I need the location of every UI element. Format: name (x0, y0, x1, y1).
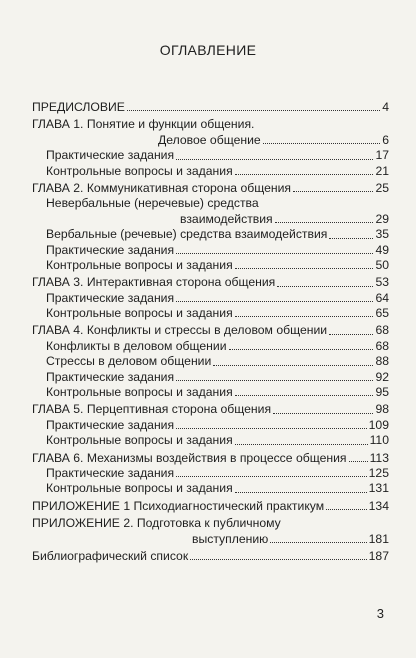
toc-entry (32, 323, 389, 338)
toc-entry-label: ГЛАВА 2. Коммуникативная сторона общения (32, 180, 292, 195)
leader-dots (326, 508, 367, 510)
toc-entry (32, 418, 389, 433)
toc-entry-page: 134 (368, 498, 389, 513)
leader-dots (235, 394, 374, 396)
leader-dots (273, 412, 373, 414)
toc-entry (32, 481, 389, 496)
toc-entry-label: Невербальные (неречевые) средства (46, 196, 259, 211)
toc-entry-label: Контрольные вопросы и задания (46, 306, 233, 321)
leader-dots (176, 252, 373, 254)
toc-entry-label: ГЛАВА 4. Конфликты и стрессы в деловом общении (32, 323, 328, 338)
toc-entry-label: Практические задания (46, 148, 175, 163)
toc-entry-page: 125 (368, 465, 389, 480)
toc-entry-page: 49 (375, 242, 389, 257)
page-number: 3 (376, 606, 384, 621)
leader-dots (176, 475, 367, 477)
toc-entry-page: 21 (375, 163, 389, 178)
toc-entry-label: Практические задания (46, 242, 175, 257)
toc-entry (32, 354, 389, 369)
toc-entry-page: 6 (382, 132, 389, 147)
toc-entry-page: 50 (375, 257, 389, 272)
toc-entry-page: 113 (369, 450, 389, 465)
toc-entry-label: ГЛАВА 1. Понятие и функции общения. (32, 117, 255, 132)
toc-entry-label: ГЛАВА 3. Интерактивная сторона общения (32, 275, 276, 290)
toc-entry-page: 53 (375, 275, 389, 290)
toc-entry-label: Контрольные вопросы и задания (46, 481, 233, 496)
toc-entry-label: Библиографический список (32, 548, 189, 563)
toc-entry-page: 25 (375, 180, 389, 195)
leader-dots (349, 460, 368, 462)
leader-dots (176, 379, 373, 381)
toc-entry (32, 499, 389, 514)
toc-entry-label: Контрольные вопросы и задания (46, 257, 233, 272)
leader-dots (176, 300, 373, 302)
toc-entry-label: Практические задания (46, 417, 175, 432)
leader-dots (176, 427, 367, 429)
toc-entry-page: 181 (368, 531, 389, 546)
toc-entry (32, 148, 389, 163)
toc-entry-page: 98 (375, 402, 389, 417)
toc-entry (32, 370, 389, 385)
toc-entry-label: ГЛАВА 6. Механизмы воздействия в процессе общения (32, 450, 347, 465)
toc-entry-label: Вербальные (речевые) средства взаимодействия (46, 227, 328, 242)
toc-entry-label: выступлению (192, 531, 269, 546)
toc-entry-page: 64 (375, 290, 389, 305)
toc-entry-page: 65 (375, 306, 389, 321)
leader-dots (235, 315, 374, 317)
leader-dots (127, 109, 380, 111)
toc-entry-page: 35 (375, 227, 389, 242)
toc-entry (32, 402, 389, 417)
toc-entry (32, 181, 389, 196)
toc-entry-page: 187 (368, 548, 389, 563)
toc-entry-label: Практические задания (46, 290, 175, 305)
toc-entry-label: ПРЕДИСЛОВИЕ (32, 99, 125, 114)
toc-entry-label: взаимодействия (180, 211, 273, 226)
toc-entry (32, 532, 389, 547)
leader-dots (275, 221, 374, 223)
toc-entry-page: 68 (375, 338, 389, 353)
leader-dots (293, 190, 373, 192)
toc-entry (32, 275, 389, 290)
toc-entry (32, 433, 389, 448)
leader-dots (235, 267, 374, 269)
toc-entry-label: Стрессы в деловом общении (46, 354, 212, 369)
page-title: ОГЛАВЛЕНИЕ (159, 42, 257, 58)
leader-dots (190, 558, 366, 560)
toc-entry-page: 68 (375, 323, 389, 338)
leader-dots (229, 348, 374, 350)
toc-entry (32, 100, 389, 115)
toc-entry (32, 549, 389, 564)
leader-dots (176, 158, 373, 160)
toc-entry-label: Контрольные вопросы и задания (46, 385, 233, 400)
toc-entry-page: 110 (369, 433, 389, 448)
toc-entry (32, 339, 389, 354)
toc-entry-label: Контрольные вопросы и задания (46, 163, 233, 178)
toc-entry (32, 466, 389, 481)
toc-entry (32, 291, 389, 306)
toc-entry (32, 212, 389, 227)
toc-entry-label: Практические задания (46, 369, 175, 384)
toc-entry-page: 95 (375, 385, 389, 400)
leader-dots (329, 237, 373, 239)
leader-dots (329, 333, 373, 335)
leader-dots (270, 541, 366, 543)
toc-entry-page: 92 (375, 369, 389, 384)
toc-entry-page: 29 (375, 211, 389, 226)
toc-entry-label: ПРИЛОЖЕНИЕ 2. Подготовка к публичному (32, 516, 281, 531)
toc-entry (32, 258, 389, 273)
toc-entry-page: 131 (368, 481, 389, 496)
leader-dots (213, 364, 373, 366)
leader-dots (235, 173, 374, 175)
leader-dots (235, 443, 368, 445)
toc-entry-page: 4 (382, 99, 389, 114)
toc-entry-label: Контрольные вопросы и задания (46, 433, 233, 448)
toc-entry-label: Практические задания (46, 465, 175, 480)
toc-entry-label: Конфликты в деловом общении (46, 338, 227, 353)
toc-entry (32, 227, 389, 242)
leader-dots (263, 142, 381, 144)
toc-entry (32, 451, 389, 466)
toc-entry-page: 109 (368, 417, 389, 432)
toc-entry (32, 164, 389, 179)
toc-entry-label: ПРИЛОЖЕНИЕ 1 Психодиагностический практикум (32, 498, 325, 513)
toc-entry-page: 88 (375, 354, 389, 369)
toc-entry-label: ГЛАВА 5. Перцептивная сторона общения (32, 402, 272, 417)
toc-entry-label: Деловое общение (158, 132, 261, 147)
toc-entry (32, 306, 389, 321)
toc-entry-page: 17 (375, 148, 389, 163)
toc-entry (32, 133, 389, 148)
toc-entry (32, 243, 389, 258)
table-of-contents (32, 100, 389, 564)
toc-entry (32, 385, 389, 400)
leader-dots (235, 491, 367, 493)
leader-dots (277, 285, 373, 287)
